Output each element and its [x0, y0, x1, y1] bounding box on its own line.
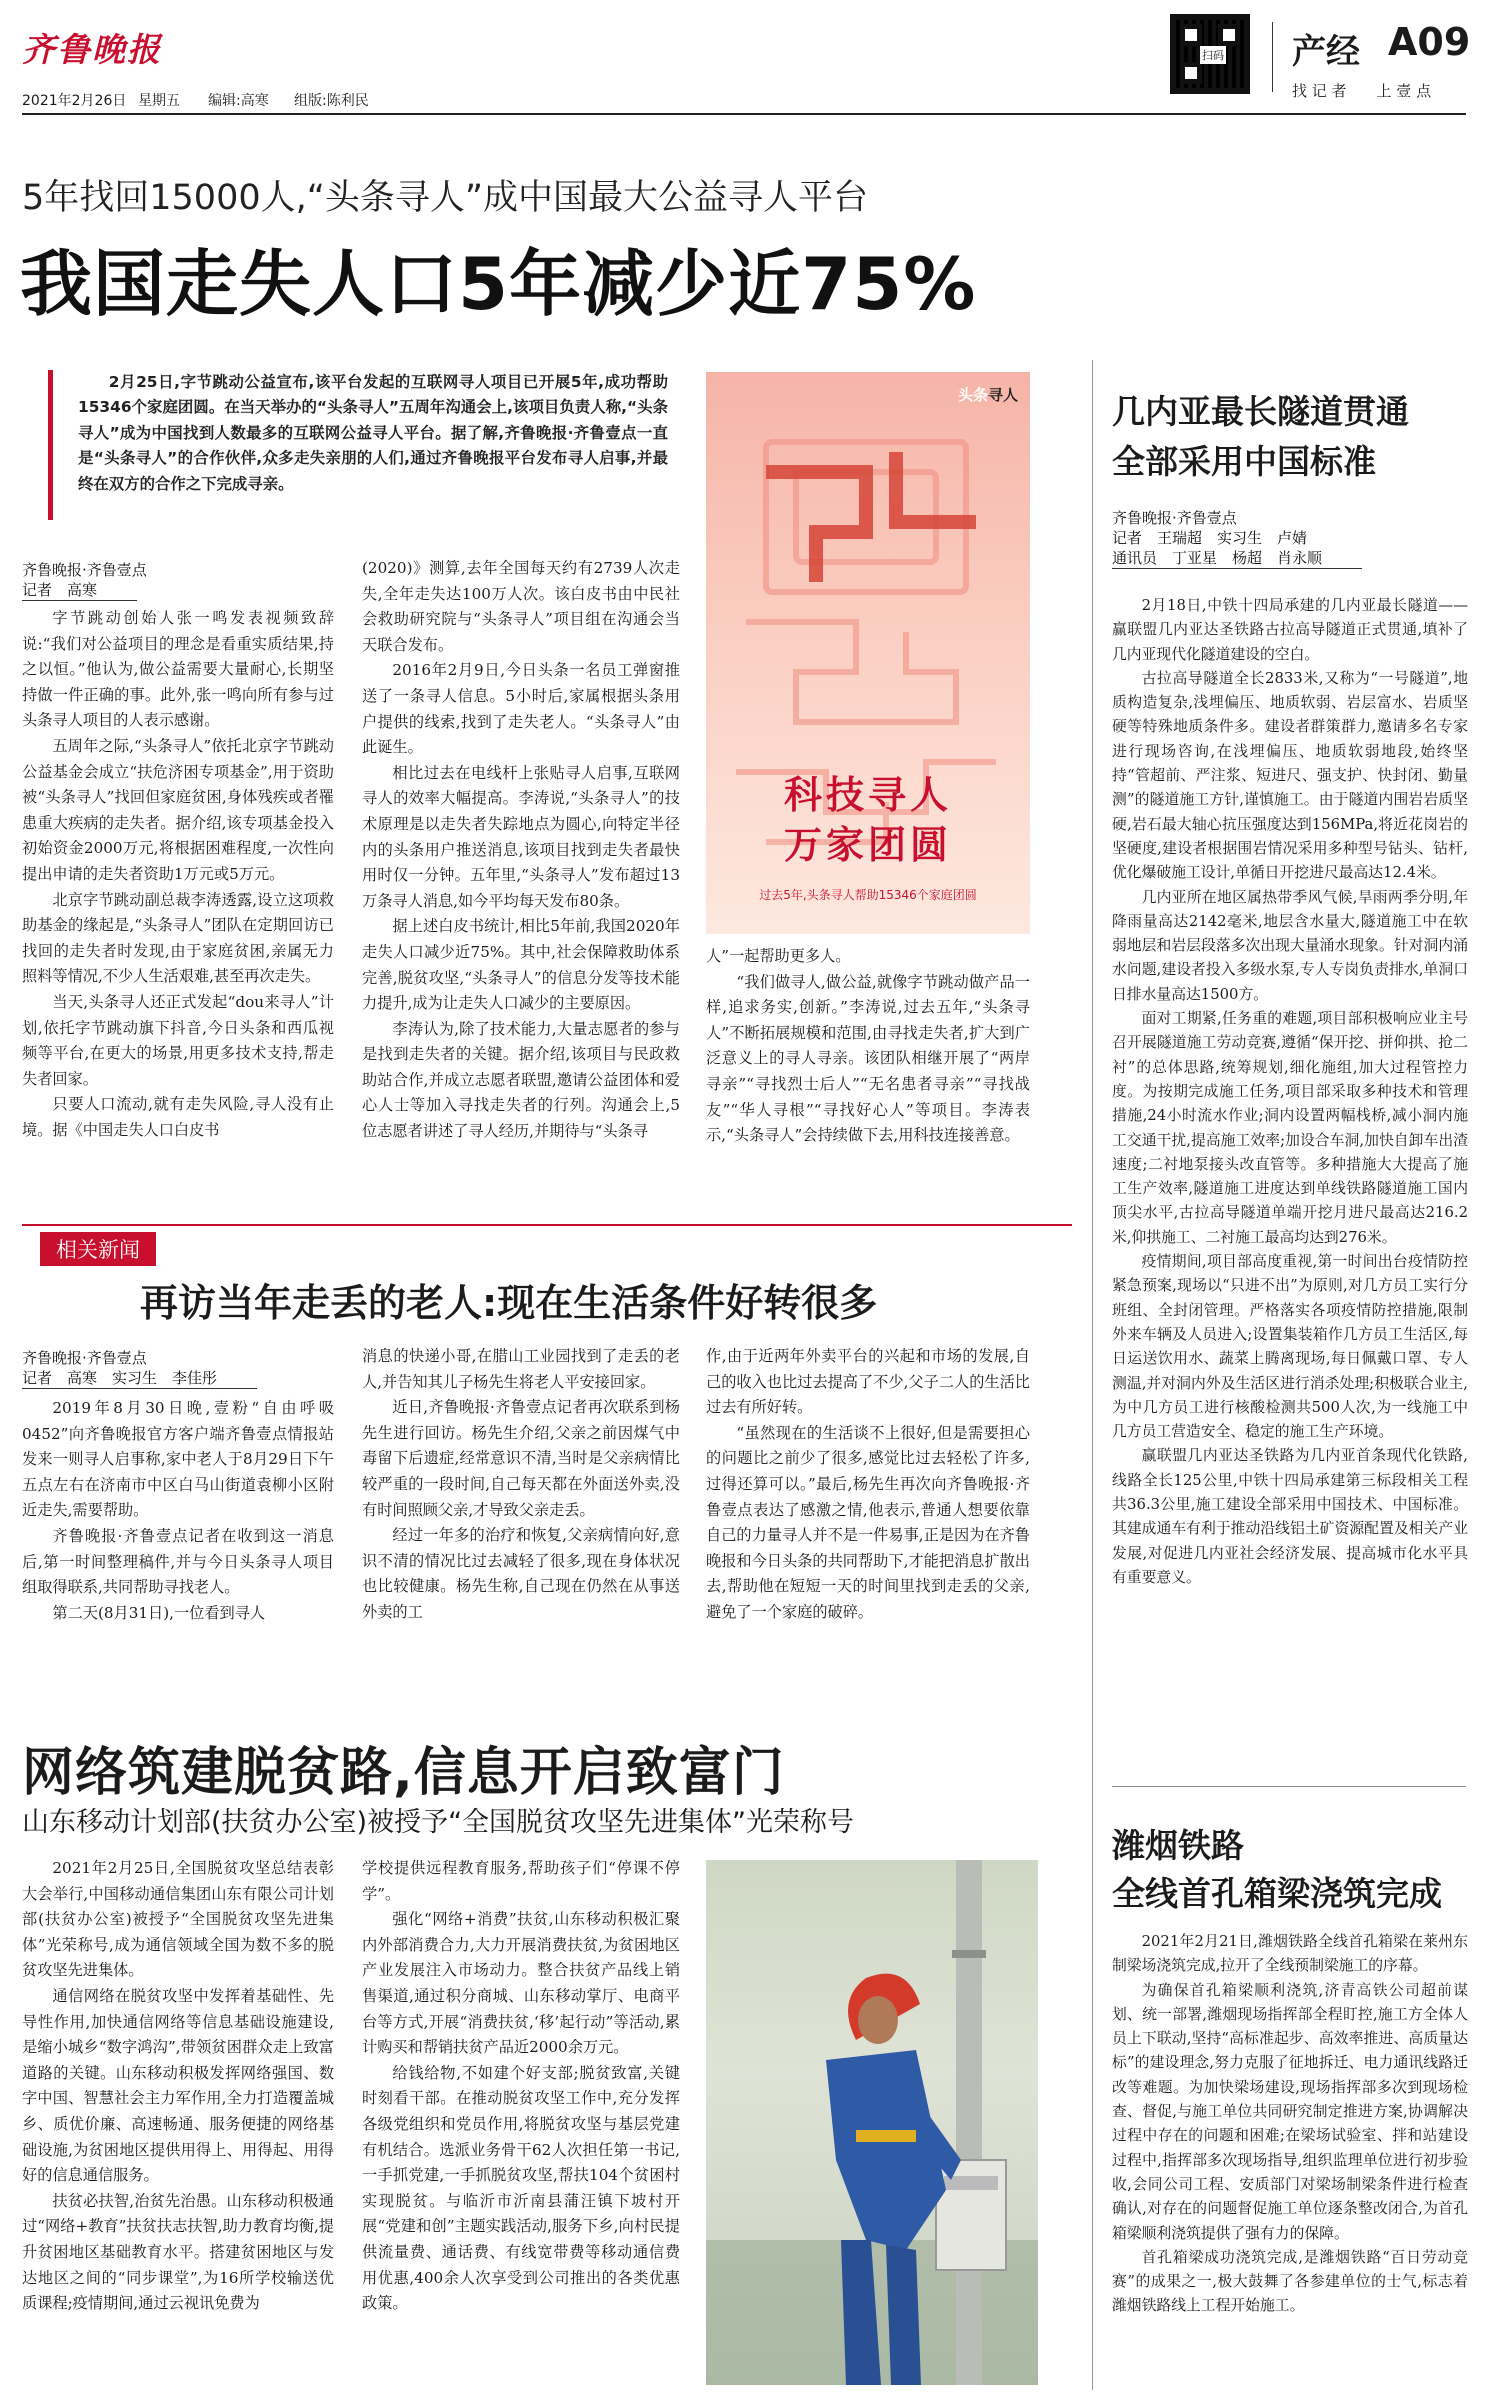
- related-byline-source: 齐鲁晚报·齐鲁壹点: [22, 1349, 147, 1367]
- qr-code-icon[interactable]: [1170, 14, 1250, 94]
- tunnel-byline-source: 齐鲁晚报·齐鲁壹点: [1112, 509, 1237, 527]
- related-headline: 再访当年走丢的老人:现在生活条件好转很多: [140, 1281, 878, 1325]
- tunnel-byline-reporter: 记者 王瑞超 实习生 卢婧: [1112, 529, 1308, 547]
- paragraph: “我们做寻人,做公益,就像字节跳动做产品一样,追求务实,创新。”李涛说,过去五年,“头条寻人”不断拓展规模和范围,由寻找走失者,扩大到广泛意义上的寻人寻亲。该团队相继开展了“两岸寻亲”“寻找烈士后人”“无名患者寻亲”“寻找战友”“华人寻根”“寻找好心人”等项目。李涛表示,“头条寻人”会持续做下去,用科技连接善意。: [706, 972, 1030, 1145]
- paragraph: 首孔箱梁成功浇筑完成,是潍烟铁路“百日劳动竞赛”的成果之一,极大鼓舞了各参建单位的士气,标志着潍烟铁路线上工程开始施工。: [1112, 2248, 1468, 2315]
- lead-column-1: [22, 606, 334, 1196]
- paragraph: 2019年8月30日晚,壹粉“自由呼吸0452”向齐鲁晚报官方客户端齐鲁壹点情报站发来一则寻人启事称,家中老人于8月29日下午五点左右在济南市中区白马山街道袁柳小区附近走失,需要帮助。: [22, 1399, 334, 1520]
- paragraph: 五周年之际,“头条寻人”依托北京字节跳动公益基金会成立“扶危济困专项基金”,用于资助被“头条寻人”找回但家庭贫困,身体残疾或者罹患重大疾病的走失者。据介绍,该专项基金投入初始资金2000万元,将根据困难程度,一次性向提出申请的走失者资助1万元或5万元。: [22, 736, 334, 883]
- issue-editor: 编辑:高寒: [208, 93, 269, 109]
- paragraph: 面对工期紧,任务重的难题,项目部积极响应业主号召开展隧道施工劳动竞赛,遵循“保开挖、拼仰拱、抢二衬”的总体思路,统筹规划,细化施组,加大过程管控力度。为按期完成施工任务,项目部采取多种技术和管理措施,24小时流水作业;洞内设置两幅栈桥,减小洞内施工交通干扰,提高施工效率;加设合车洞,加快自卸车出渣速度;二衬地泵接头改直管等。多种措施大大提高了施工生产效率,隧道施工进度达到单线铁路隧道施工国内顶尖水平,古拉高导隧道单端开挖月进尺最高达216.2米,仰拱施工、二衬施工最高均达到276米。: [1112, 1010, 1468, 1246]
- mobile-column-2: [362, 1856, 680, 2386]
- paragraph: 据上述白皮书统计,相比5年前,我国2020年走失人口减少近75%。其中,社会保障救助体系完善,脱贫攻坚,“头条寻人”的信息分发等技术能力提升,成为让走失人口减少的主要原因。: [362, 917, 680, 1013]
- lead-summary: 2月25日,字节跳动公益宣布,该平台发起的互联网寻人项目已开展5年,成功帮助15346个家庭团圆。在当天举办的“头条寻人”五周年沟通会上,该项目负责人称,“头条寻人”成为中国找到人数最多的互联网公益寻人平台。据了解,齐鲁晚报·齐鲁壹点一直是“头条寻人”的合作伙伴,众多走失亲朋的人们,通过齐鲁晚报平台发布寻人启事,并最终在双方的合作之下完成寻亲。: [78, 373, 668, 493]
- masthead-divider: [1272, 22, 1273, 92]
- paragraph: 古拉高导隧道全长2833米,又称为“一号隧道”,地质构造复杂,浅埋偏压、地质软弱、岩层富水、岩质坚硬等特殊地质条件多。建设者群策群力,邀请多名专家进行现场咨询,在浅埋偏压、地质软弱地段,始终坚持“管超前、严注浆、短进尺、强支护、快封闭、勤量测”的隧道施工方针,谨慎施工。由于隧道内围岩岩质坚硬,岩石最大轴心抗压强度达到156MPa,将近花岗岩的坚硬度,建设者根据围岩情况采用多种型号钻头、钻杆,优化爆破施工设计,单循日开挖进尺最高达12.4米。: [1112, 669, 1468, 882]
- poster-brand-b: 寻人: [987, 386, 1018, 404]
- lead-column-2: [362, 556, 680, 1196]
- lead-summary-bar: [48, 370, 53, 520]
- related-column-1: [22, 1396, 334, 1696]
- newspaper-logo: 齐鲁晚报: [22, 30, 162, 69]
- technician-photo: [706, 1860, 1038, 2385]
- lead-byline-source: 齐鲁晚报·齐鲁壹点: [22, 561, 147, 579]
- section-name: 产经: [1292, 32, 1360, 72]
- related-byline-reporter: 记者 高寒 实习生 李佳彤: [22, 1368, 257, 1389]
- paragraph: 人”一起帮助更多人。: [706, 947, 851, 965]
- paragraph: 齐鲁晚报·齐鲁壹点记者在收到这一消息后,第一时间整理稿件,并与今日头条寻人项目组取得联系,共同帮助寻找老人。: [22, 1526, 334, 1597]
- related-tag: 相关新闻: [40, 1232, 156, 1266]
- paragraph: 几内亚所在地区属热带季风气候,旱雨两季分明,年降雨量高达2142毫米,地层含水量大,隧道施工中在软弱地层和岩层段落多次出现大量涌水现象。针对洞内涌水问题,建设者投入多级水泵,专人专岗负责排水,单洞口日排水量高达1500方。: [1112, 888, 1468, 1003]
- paragraph: 2月18日,中铁十四局承建的几内亚最长隧道——赢联盟几内亚达圣铁路古拉高导隧道正式贯通,填补了几内亚现代化隧道建设的空白。: [1112, 597, 1468, 663]
- lead-headline: 我国走失人口5年减少近75%: [20, 242, 977, 326]
- issue-date: 2021年2月26日: [22, 93, 127, 109]
- qr-caption: 扫码: [1200, 46, 1226, 64]
- paragraph: 相比过去在电线杆上张贴寻人启事,互联网寻人的效率大幅提高。李涛说,“头条寻人”的技术原理是以走失者失踪地点为圆心,向特定半径内的头条用户推送消息,该项目找到走失者最快用时仅一分钟。五年里,“头条寻人”发布超过13万条寻人消息,如今平均每天发布80条。: [362, 763, 680, 910]
- paragraph: 消息的快递小哥,在腊山工业园找到了走丢的老人,并告知其儿子杨先生将老人平安接回家。: [362, 1347, 680, 1391]
- paragraph: 只要人口流动,就有走失风险,寻人没有止境。据《中国走失人口白皮书: [22, 1095, 334, 1139]
- paragraph: 强化“网络+消费”扶贫,山东移动积极汇聚内外部消费合力,大力开展消费扶贫,为贫困地区产业发展注入市场动力。整合扶贫产品线上销售渠道,通过积分商城、山东移动掌厅、电商平台等方式,开展“消费扶贫,‘移’起行动”等活动,累计购买和帮销扶贫产品近2000余万元。: [362, 1910, 680, 2057]
- paragraph: 通信网络在脱贫攻坚中发挥着基础性、先导性作用,加快通信网络等信息基础设施建设,是缩小城乡“数字鸿沟”,带领贫困群众走上致富道路的关键。山东移动积极发挥网络强国、数字中国、智慧社会主力军作用,全力打造覆盖城乡、质优价廉、高速畅通、服务便捷的网络基础设施,为贫困地区提供用得上、用得起、用得好的信息通信服务。: [22, 1986, 334, 2185]
- paragraph: 当天,头条寻人还正式发起“dou来寻人”计划,依托字节跳动旗下抖音,今日头条和西瓜视频等平台,在更大的场景,用更多技术支持,帮走失者回家。: [22, 992, 334, 1088]
- page-number: A09: [1388, 20, 1471, 64]
- poster-image: [706, 372, 1030, 934]
- right-column-rule: [1112, 1786, 1466, 1787]
- paragraph: 作,由于近两年外卖平台的兴起和市场的发展,自己的收入也比过去提高了不少,父子二人的生活比过去有所好转。: [706, 1347, 1030, 1417]
- lead-kicker: 5年找回15000人,“头条寻人”成中国最大公益寻人平台: [22, 178, 869, 218]
- paragraph: 第二天(8月31日),一位看到寻人: [52, 1603, 266, 1622]
- related-column-2: [362, 1344, 680, 1694]
- paragraph: (2020)》测算,去年全国每天约有2739人次走失,全年走失达100万人次。该白皮书由中民社会救助研究院与“头条寻人”项目组在沟通会当天联合发布。: [362, 559, 680, 654]
- paragraph: 疫情期间,项目部高度重视,第一时间出台疫情防控紧急预案,现场以“只进不出”为原则,对几方员工实行分班组、全封闭管理。严格落实各项疫情防控措施,限制外来车辆及人员进入;设置集装箱作几方员工生活区,每日运送饮用水、蔬菜上腾离现场,每日佩戴口罩、专人测温,并对洞内外及生活区进行消杀处理;积极联合业主,为中几方员工进行核酸检测共500人次,为一线施工中几方员工营造安全、稳定的施工生产环境。: [1112, 1253, 1468, 1441]
- paragraph: 为确保首孔箱梁顺利浇筑,济青高铁公司超前谋划、统一部署,潍烟现场指挥部全程盯控,施工方全体人员上下联动,坚持“高标准起步、高效率推进、高质量达标”的建设理念,努力克服了征地拆迁、电力通讯线路迁改等难题。为加快梁场建设,现场指挥部多次到现场检查、督促,与施工单位共同研究制定推进方案,协调解决过程中存在的问题和困难;在梁场试验室、拌和站建设过程中,指挥部多次现场指导,组织监理单位进行初步验收,会同公司工程、安质部门对梁场制梁条件进行检查确认,对存在的问题督促施工单位逐条整改闭合,为首孔箱梁顺利浇筑提供了强有力的保障。: [1112, 1981, 1468, 2242]
- paragraph: 扶贫必扶智,治贫先治愚。山东移动积极通过“网络+教育”扶贫扶志扶智,助力教育均衡,提升贫困地区基础教育水平。搭建贫困地区与发达地区之间的“同步课堂”,为16所学校输送优质课程;疫情期间,通过云视讯免费为: [22, 2191, 334, 2313]
- masthead-rule: [22, 113, 1466, 115]
- railway-headline-2: 全线首孔箱梁浇筑完成: [1112, 1874, 1442, 1913]
- paragraph: 学校提供远程教育服务,帮助孩子们“停课不停学”。: [362, 1859, 680, 1903]
- poster-title-1: 科技寻人: [783, 773, 952, 817]
- poster-title-2: 万家团圆: [783, 823, 952, 867]
- poster-brand: [958, 384, 1018, 405]
- tunnel-body: [1112, 594, 1468, 1764]
- lead-column-3: [706, 944, 1030, 1194]
- lead-byline: [22, 560, 147, 601]
- issue-weekday: 星期五: [138, 93, 180, 109]
- paragraph: 赢联盟几内亚达圣铁路为几内亚首条现代化铁路,线路全长125公里,中铁十四局承建第三标段相关工程共36.3公里,施工建设全部采用中国技术、中国标准。其建成通车有利于推动沿线铝土矿资源配置及相关产业发展,对促进几内亚社会经济发展、提高城市化水平具有重要意义。: [1112, 1447, 1468, 1586]
- paragraph: “虽然现在的生活谈不上很好,但是需要担心的问题比之前少了很多,感觉比过去轻松了许多,过得还算可以。”最后,杨先生再次向齐鲁晚报·齐鲁壹点表达了感激之情,他表示,普通人想要依靠自己的力量寻人并不是一件易事,正是因为在齐鲁晚报和今日头条的共同帮助下,才能把消息扩散出去,帮助他在短短一天的时间里找到走丢的父亲,避免了一个家庭的破碎。: [706, 1423, 1030, 1621]
- mobile-subheadline: 山东移动计划部(扶贫办公室)被授予“全国脱贫攻坚先进集体”光荣称号: [22, 1807, 855, 1838]
- paragraph: 2016年2月9日,今日头条一名员工弹窗推送了一条寻人信息。5小时后,家属根据头条用户提供的线索,找到了走失老人。“头条寻人”由此诞生。: [362, 661, 680, 757]
- paragraph: 经过一年多的治疗和恢复,父亲病情向好,意识不清的情况比过去减轻了很多,现在身体状况也比较健康。杨先生称,自己现在仍然在从事送外卖的工: [362, 1526, 680, 1621]
- mobile-headline: 网络筑建脱贫路,信息开启致富门: [22, 1743, 785, 1803]
- right-column-divider: [1092, 360, 1093, 2390]
- tunnel-headline-2: 全部采用中国标准: [1112, 442, 1376, 481]
- railway-headline-1: 潍烟铁路: [1112, 1826, 1244, 1865]
- paragraph: 北京字节跳动副总裁李涛透露,设立这项救助基金的缘起是,“头条寻人”团队在定期回访已找回的走失者时发现,由于家庭贫困,亲属无力照料等情况,不少人生活艰难,甚至再次走失。: [22, 890, 334, 986]
- paragraph: 给钱给物,不如建个好支部;脱贫致富,关键时刻看干部。在推动脱贫攻坚工作中,充分发挥各级党组织和党员作用,将脱贫攻坚与基层党建有机结合。选派业务骨干62人次担任第一书记,一手抓党建,一手抓脱贫攻坚,帮扶104个贫困村实现脱贫。与临沂市沂南县蒲汪镇下坡村开展“党建和创”主题实践活动,服务下乡,向村民提供流量费、通话费、有线宽带费等移动通信费用优惠,400余人次享受到公司推出的各类优惠政策。: [362, 2063, 680, 2313]
- technician-illustration: [706, 1860, 1038, 2385]
- related-byline: [22, 1348, 257, 1389]
- tunnel-headline-1: 几内亚最长隧道贯通: [1112, 392, 1409, 431]
- tunnel-byline-correspondent: 通讯员 丁亚星 杨超 肖永顺: [1112, 548, 1362, 569]
- paragraph: 2021年2月25日,全国脱贫攻坚总结表彰大会举行,中国移动通信集团山东有限公司计划部(扶贫办公室)被授予“全国脱贫攻坚先进集体”光荣称号,成为通信领域全国为数不多的脱贫攻坚先进集体。: [22, 1859, 334, 1980]
- related-rule: [22, 1224, 1072, 1226]
- slogan: 找 记 者 上 壹 点: [1292, 82, 1432, 100]
- tunnel-byline: [1112, 508, 1362, 569]
- issue-layout: 组版:陈利民: [294, 93, 369, 109]
- poster-brand-a: 头条: [957, 386, 988, 404]
- mobile-column-1: [22, 1856, 334, 2386]
- related-column-3: [706, 1344, 1030, 1694]
- railway-body: [1112, 1930, 1468, 2385]
- paragraph: 字节跳动创始人张一鸣发表视频致辞说:“我们对公益项目的理念是看重实质结果,持之以恒。”他认为,做公益需要大量耐心,长期坚持做一件正确的事。此外,张一鸣向所有参与过头条寻人项目的人表示感谢。: [22, 609, 334, 730]
- paragraph: 2021年2月21日,潍烟铁路全线首孔箱梁在莱州东制梁场浇筑完成,拉开了全线预制梁施工的序幕。: [1112, 1933, 1468, 1975]
- lead-byline-reporter: 记者 高寒: [22, 580, 137, 601]
- poster-caption: 过去5年,头条寻人帮助15346个家庭团圆: [759, 888, 977, 902]
- paragraph: 近日,齐鲁晚报·齐鲁壹点记者再次联系到杨先生进行回访。杨先生介绍,父亲之前因煤气中毒留下后遗症,经常意识不清,当时是父亲病情比较严重的一段时间,自己每天都在外面送外卖,没有时间照顾父亲,才导致父亲走丢。: [362, 1398, 680, 1519]
- paragraph: 李涛认为,除了技术能力,大量志愿者的参与是找到走失者的关键。据介绍,该项目与民政救助站合作,并成立志愿者联盟,邀请公益团体和爱心人士等加入寻找走失者的行列。沟通会上,5位志愿者讲述了寻人经历,并期待与“头条寻: [362, 1019, 680, 1141]
